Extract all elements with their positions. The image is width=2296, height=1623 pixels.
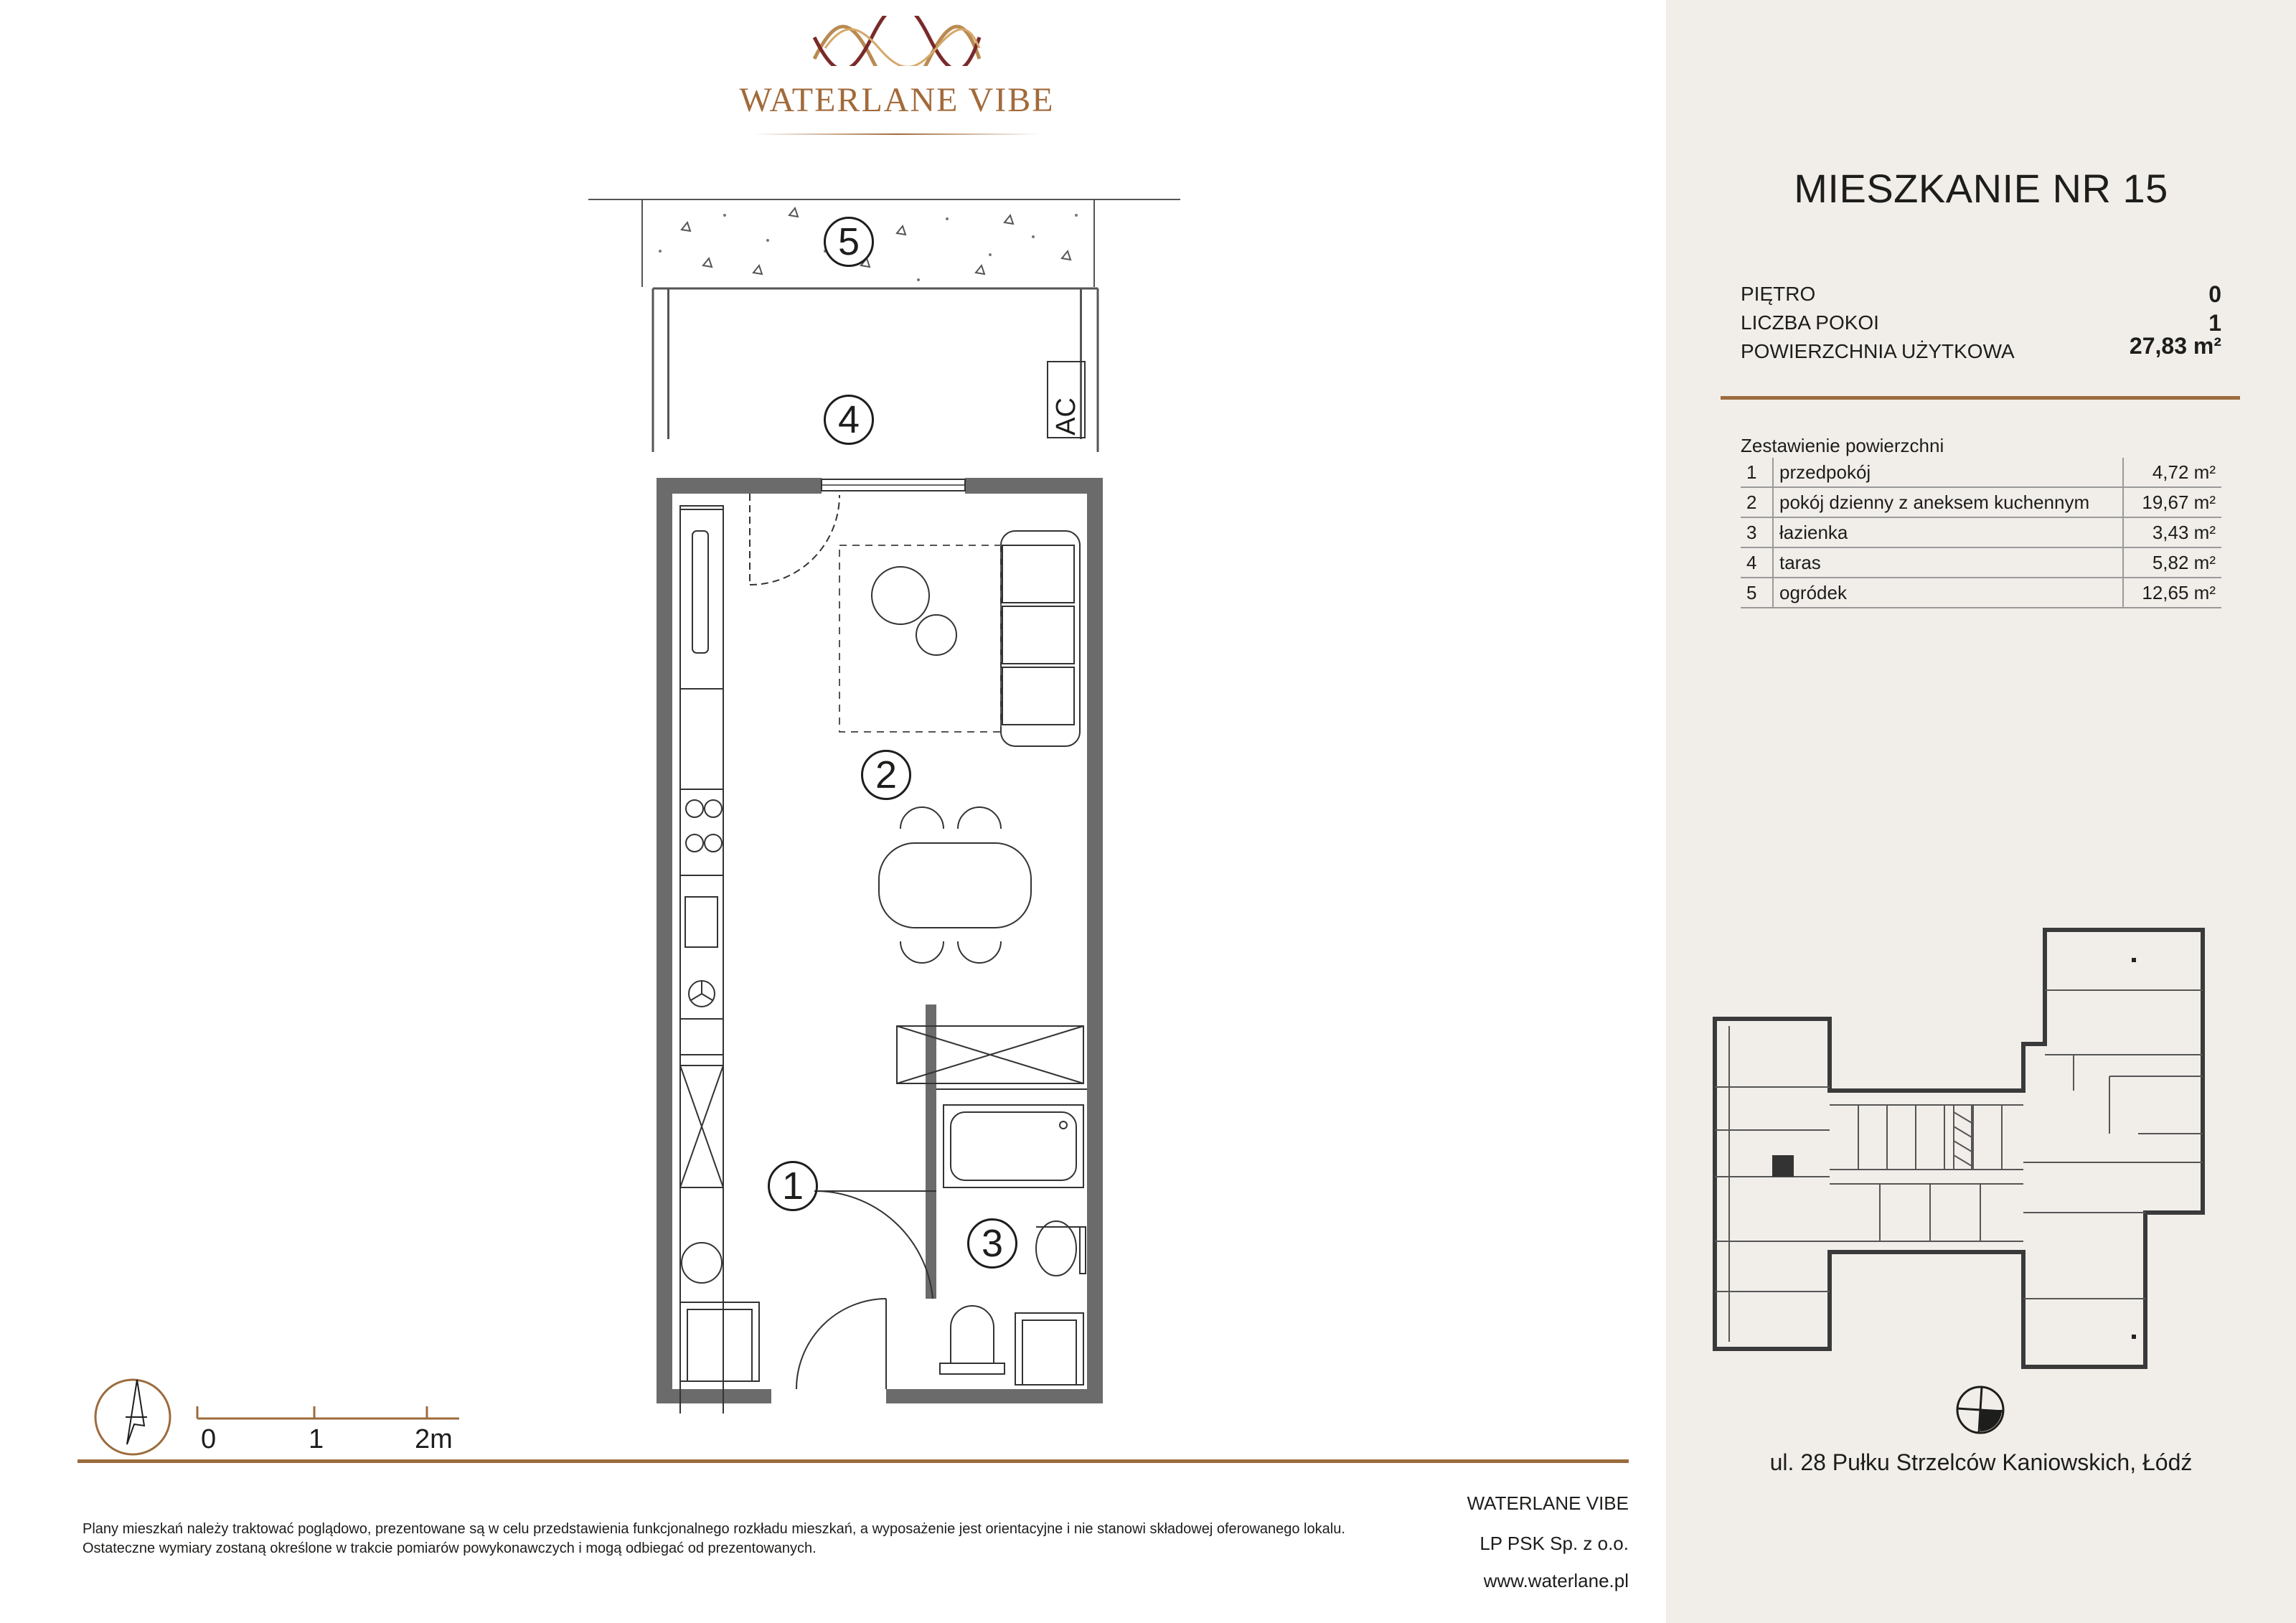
dining-set (879, 807, 1031, 963)
floor-plan-drawing (574, 187, 1205, 1413)
company-name: WATERLANE VIBE (1467, 1492, 1629, 1514)
coffee-table (872, 567, 929, 624)
table-row: 5 ogródek 12,65 m² (1741, 578, 2221, 608)
disclaimer-text: Plany mieszkań należy traktować poglądowo, prezentowane są w celu przedstawienia funkcjonalnego rozkładu mieszkań, a wyposażenie jest orientacyjne i nie stanowi składowej oferowanego lokalu. Ostateczne wymiary zostaną określone w trakcie pomiarów powykonawczych i mogą odbiegać od prezentowanych. (83, 1521, 1345, 1556)
address: ul. 28 Pułku Strzelców Kaniowskich, Łódź (1769, 1449, 2193, 1475)
table-row: 4 taras 5,82 m² (1741, 547, 2221, 578)
building-key-plan (1708, 926, 2224, 1378)
info-floor: PIĘTRO 0 (1741, 281, 2221, 307)
scale-label-0: 0 (201, 1424, 217, 1454)
wardrobe (897, 1026, 1083, 1083)
north-arrow-icon (90, 1374, 176, 1460)
scale-bar (194, 1403, 466, 1424)
garden-area (588, 199, 1180, 287)
logo-underline (753, 133, 1040, 135)
scale-label-1: 1 (309, 1424, 324, 1454)
areas-title: Zestawienie powierzchni (1741, 435, 1944, 456)
info-panel (1666, 0, 2296, 1623)
website-link[interactable]: www.waterlane.pl (1483, 1570, 1629, 1591)
footer-divider (77, 1459, 1629, 1463)
company-legal: LP PSK Sp. z o.o. (1479, 1533, 1629, 1554)
table-row: 3 łazienka 3,43 m² (1741, 517, 2221, 547)
sofa (1001, 531, 1080, 746)
bathroom-fixtures (814, 1089, 1087, 1374)
logo-wordmark: WATERLANE VIBE (739, 81, 1055, 119)
room-number-1: 1 (768, 1161, 818, 1211)
room-number-3: 3 (967, 1218, 1017, 1269)
ac-unit-label: AC (1050, 397, 1081, 436)
info-rooms: LICZBA POKOI 1 (1741, 310, 2221, 336)
scale-label-2m: 2m (415, 1424, 453, 1454)
panel-divider (1721, 396, 2240, 400)
logo-wave-icon (811, 16, 983, 66)
room-number-5: 5 (824, 217, 874, 267)
info-usable-area: POWIERZCHNIA UŻYTKOWA 27,83 m² (1741, 333, 2221, 362)
room-number-4: 4 (824, 395, 874, 445)
bathroom-door (814, 1191, 936, 1299)
rug (839, 545, 1001, 732)
table-row: 2 pokój dzienny z aneksem kuchennym 19,67 m² (1741, 487, 2221, 517)
table-row: 1 przedpokój 4,72 m² (1741, 458, 2221, 487)
entrance-cabinets (680, 1302, 1083, 1385)
kitchen-counter (680, 506, 723, 1413)
terrace-area (653, 288, 1098, 452)
compass-icon (1952, 1381, 2009, 1439)
room-number-2: 2 (861, 750, 911, 800)
terrace-door (750, 494, 839, 585)
apartment-title: MIESZKANIE NR 15 (1794, 166, 2168, 211)
side-table (916, 615, 956, 655)
areas-table (1741, 458, 2221, 608)
entrance-door (796, 1299, 886, 1389)
